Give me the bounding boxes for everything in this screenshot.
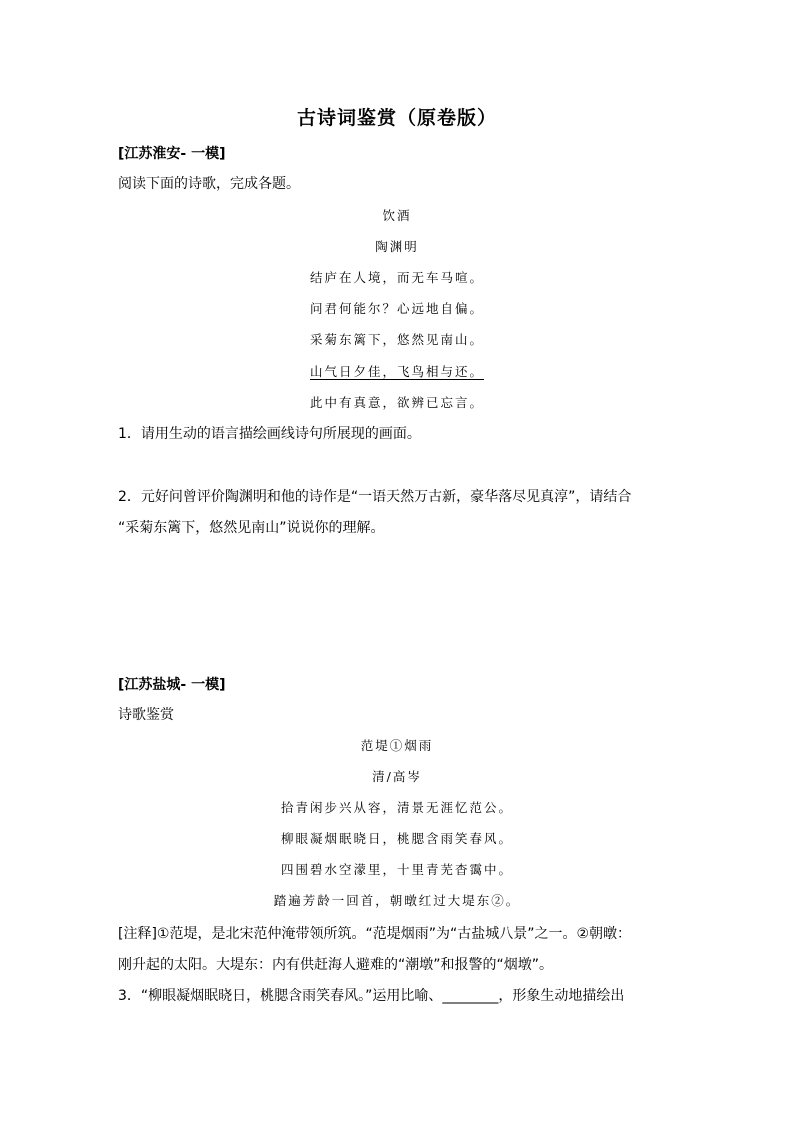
poem2-author: 清/高岑 xyxy=(372,769,422,784)
section2-header: [江苏盐城- 一模] xyxy=(118,677,226,693)
poem1-line: 采菊东篱下，悠然见南山。 xyxy=(309,332,484,347)
poem1-underlined-line xyxy=(0,362,794,382)
poem1-line: 问君何能尔？心远地自偏。 xyxy=(309,301,484,316)
annotation-line1: [注释]①范堤，是北宋范仲淹带领所筑。“范堤烟雨”为“古盐城八景”之一。②朝暾： xyxy=(118,926,632,942)
poem1-author: 陶渊明 xyxy=(375,239,419,254)
poem1-line: 结庐在人境，而无车马喧。 xyxy=(309,270,484,285)
section1-instruction: 阅读下面的诗歌，完成各题。 xyxy=(118,176,300,192)
poem2-line: 拾青闲步兴从容，清景无涯忆范公。 xyxy=(280,800,513,815)
question-3: 3．“柳眼凝烟眠晓日，桃腮含雨笑春风。”运用比喻、________，形象生动地描绘出 xyxy=(118,988,625,1004)
section2-instruction: 诗歌鉴赏 xyxy=(118,707,174,723)
poem2-line: 踏遍芳龄一回首，朝暾红过大堤东②。 xyxy=(273,893,521,908)
poem1-title: 饮酒 xyxy=(382,208,412,223)
question-2-line1: 2．元好问曾评价陶渊明和他的诗作是“一语天然万古新，豪华落尽见真淳”，请结合 xyxy=(118,489,632,505)
question-1: 1．请用生动的语言描绘画线诗句所展现的画面。 xyxy=(118,426,421,442)
annotation-line2: 刚升起的太阳。大堤东：内有供赶海人避难的“潮墩”和报警的“烟墩”。 xyxy=(118,957,554,973)
document-title: 古诗词鉴赏（原卷版） xyxy=(296,107,497,129)
poem2-title: 范堤①烟雨 xyxy=(360,738,434,753)
section1-header: [江苏淮安- 一模] xyxy=(118,146,226,162)
poem1-line: 此中有真意，欲辨已忘言。 xyxy=(309,395,484,410)
poem1-underlined-text: 山气日夕佳，飞鸟相与还。 xyxy=(309,364,484,379)
question-2-line2: “采菊东篱下，悠然见南山”说说你的理解。 xyxy=(118,520,385,536)
poem2-line: 四围碧水空濛里，十里青芜杳霭中。 xyxy=(280,862,513,877)
poem2-line: 柳眼凝烟眠晓日，桃腮含雨笑春风。 xyxy=(280,831,513,846)
